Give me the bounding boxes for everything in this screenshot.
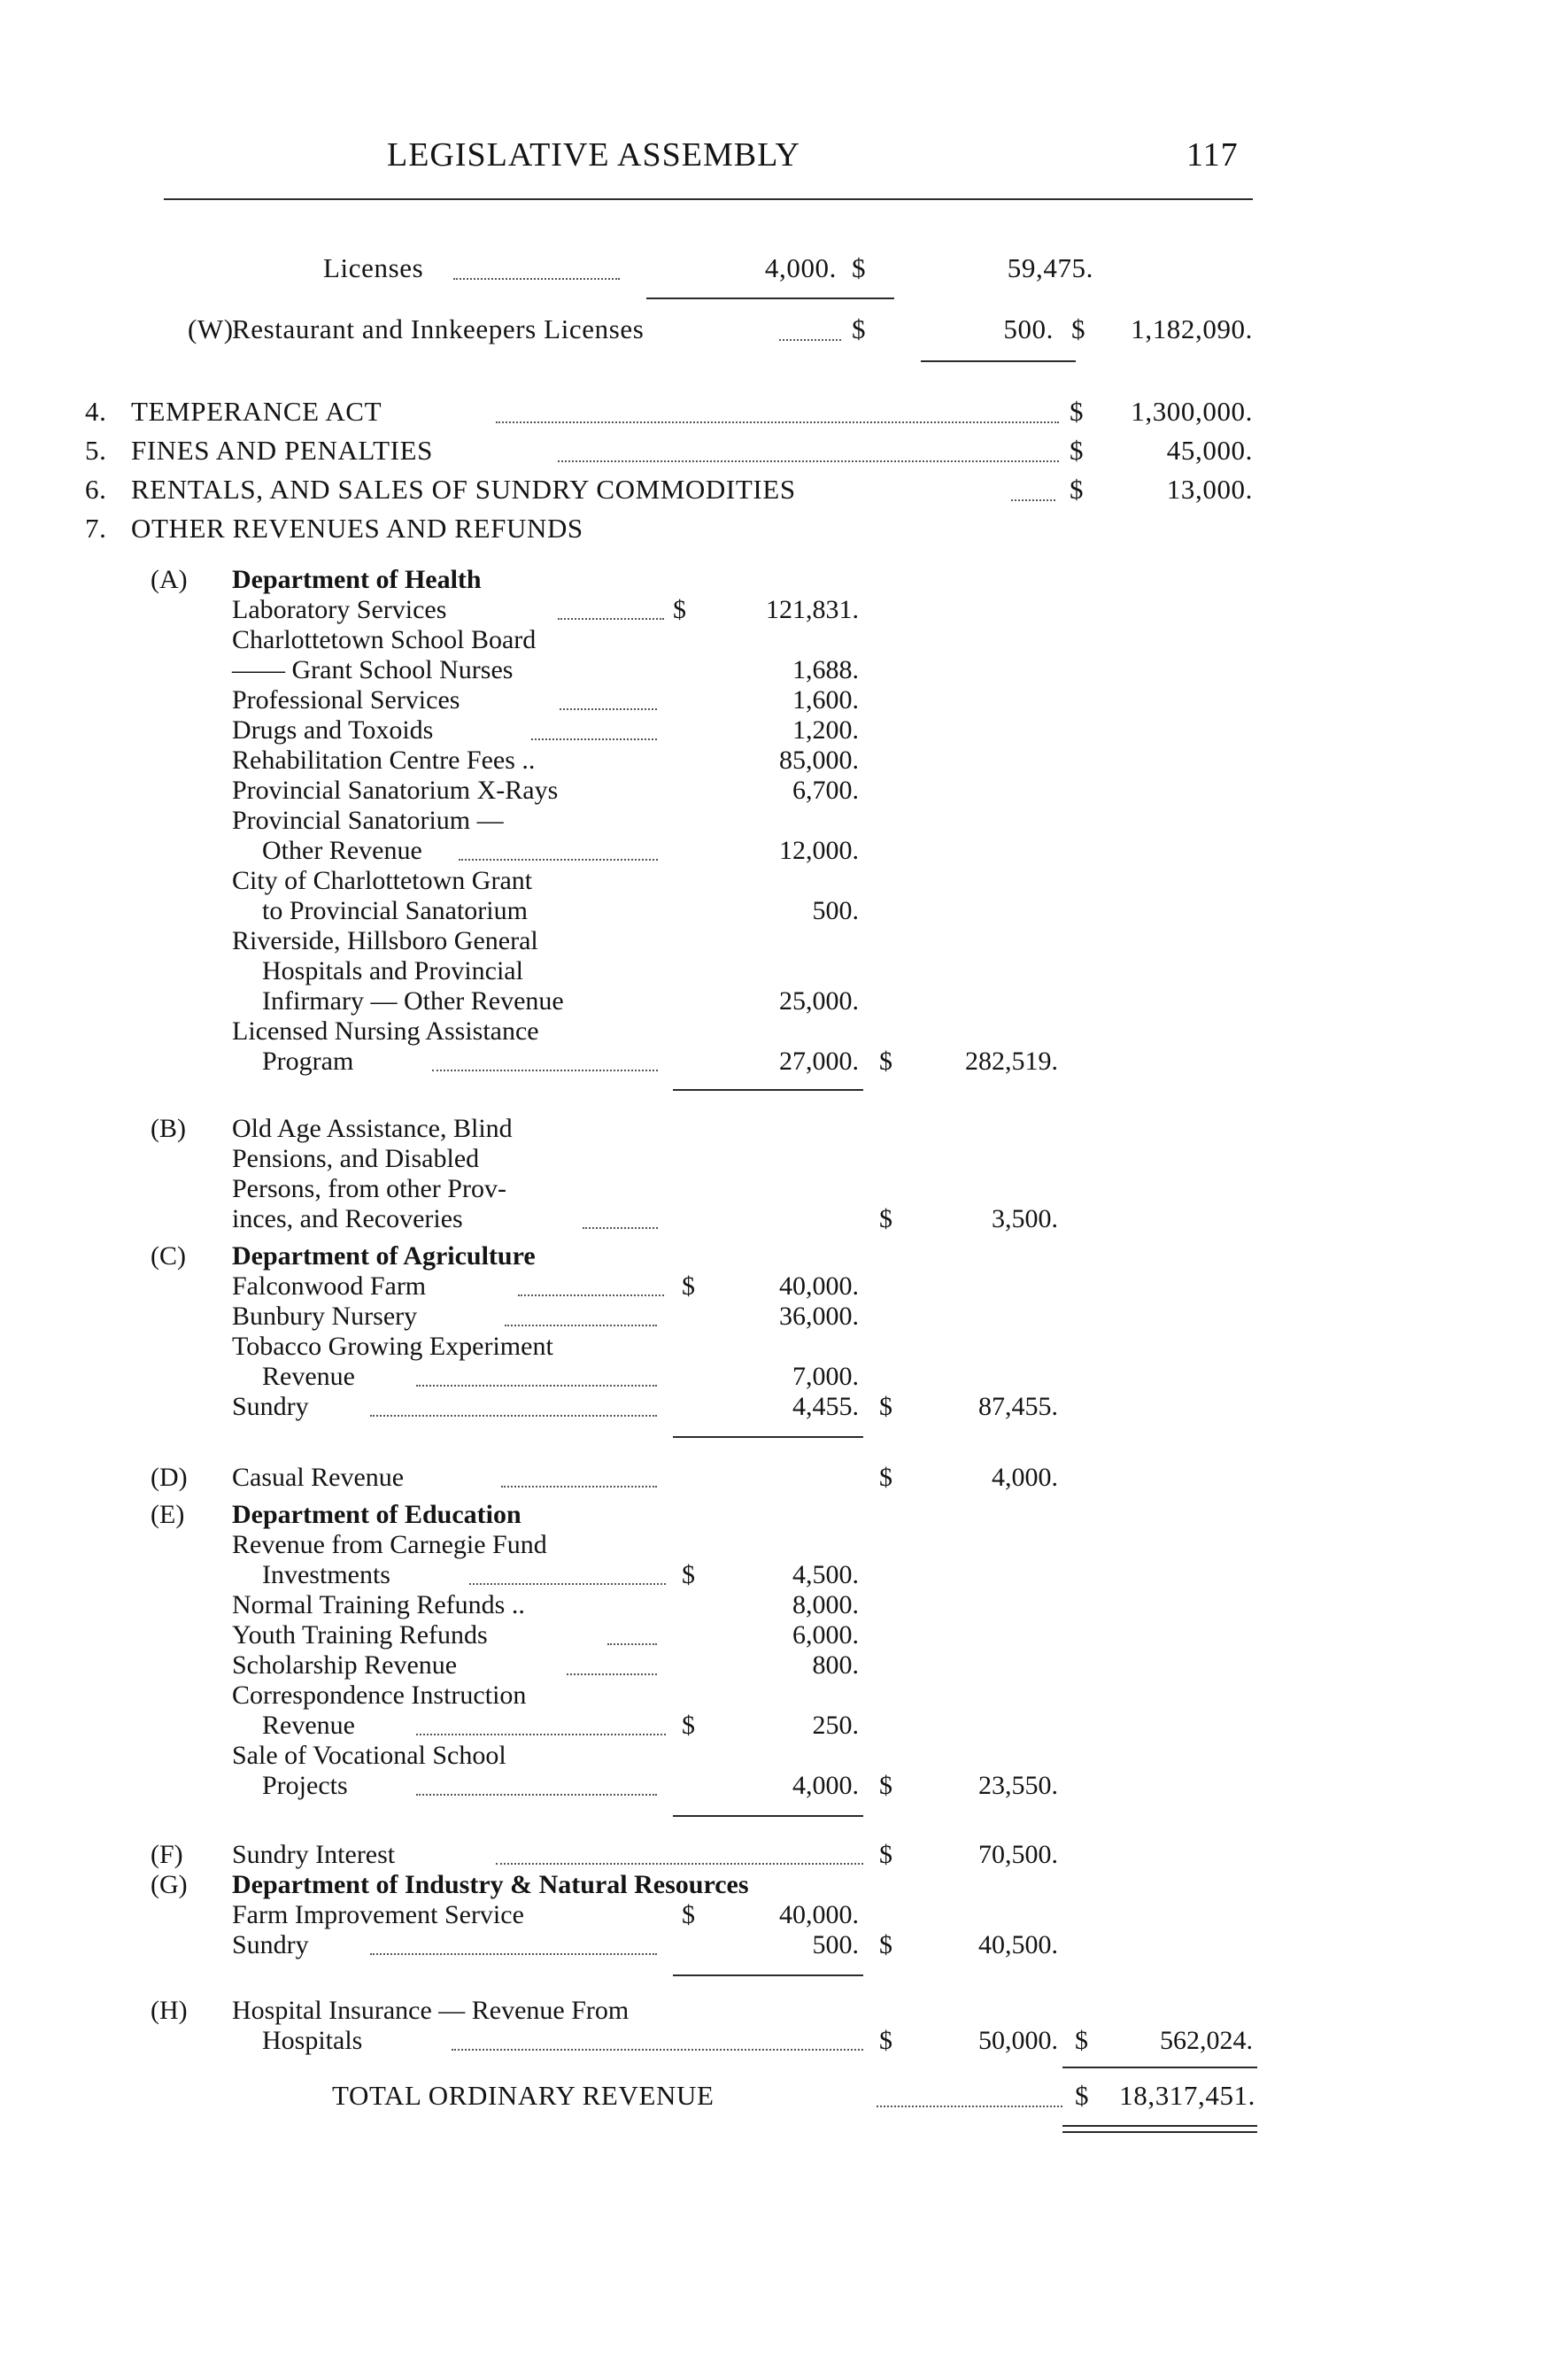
section-label: FINES AND PENALTIES bbox=[131, 435, 433, 466]
section-number: 6. bbox=[85, 474, 107, 505]
a-line: Other Revenue bbox=[262, 836, 422, 865]
w-label: Restaurant and Innkeepers Licenses bbox=[232, 313, 645, 344]
a-line: Infirmary — Other Revenue bbox=[262, 986, 564, 1016]
leader-dots bbox=[459, 859, 658, 861]
sum-rule bbox=[673, 1974, 863, 1976]
leader-dots bbox=[560, 708, 657, 710]
leader-dots bbox=[531, 738, 657, 740]
leader-dots bbox=[453, 278, 620, 280]
sum-rule bbox=[646, 298, 894, 299]
sum-rule bbox=[1062, 2067, 1257, 2068]
item-letter: (D) bbox=[151, 1463, 188, 1492]
a-amount: 500. bbox=[812, 896, 859, 925]
leader-dots bbox=[370, 1415, 657, 1417]
dollar-sign: $ bbox=[1070, 435, 1085, 466]
leader-dots bbox=[877, 2106, 1062, 2107]
leader-dots bbox=[370, 1953, 657, 1955]
leader-dots bbox=[558, 618, 664, 620]
a-amount: 12,000. bbox=[779, 836, 859, 865]
a-line: City of Charlottetown Grant bbox=[232, 866, 533, 895]
h-grand: 562,024. bbox=[1160, 2026, 1253, 2055]
e-amount: 4,000. bbox=[792, 1771, 859, 1800]
item-letter: (E) bbox=[151, 1500, 185, 1529]
f-total: 70,500. bbox=[978, 1840, 1058, 1869]
a-line: —— Grant School Nurses bbox=[232, 655, 514, 684]
e-line: Youth Training Refunds bbox=[232, 1620, 488, 1650]
h-line: Hospitals bbox=[262, 2026, 363, 2055]
total-label: TOTAL ORDINARY REVENUE bbox=[332, 2080, 715, 2111]
b-total: 3,500. bbox=[992, 1204, 1058, 1233]
a-line: Hospitals and Provincial bbox=[262, 956, 523, 985]
section-number: 5. bbox=[85, 435, 107, 466]
dollar-sign: $ bbox=[852, 252, 867, 283]
e-line: Projects bbox=[262, 1771, 348, 1800]
a-amount: 27,000. bbox=[779, 1047, 859, 1076]
a-amount: 1,200. bbox=[792, 715, 859, 745]
dollar-sign: $ bbox=[1071, 313, 1086, 344]
c-line: Sundry bbox=[232, 1392, 309, 1421]
leader-dots bbox=[558, 460, 1059, 462]
dollar-sign: $ bbox=[879, 1771, 892, 1800]
sum-rule bbox=[673, 1815, 863, 1817]
e-line: Revenue from Carnegie Fund bbox=[232, 1530, 547, 1559]
leader-dots bbox=[607, 1643, 657, 1645]
item-letter: (F) bbox=[151, 1840, 183, 1869]
dollar-sign: $ bbox=[682, 1900, 695, 1929]
a-amount: 1,688. bbox=[792, 655, 859, 684]
a-line: Charlottetown School Board bbox=[232, 625, 537, 654]
dollar-sign: $ bbox=[879, 1930, 892, 1959]
section-number: 4. bbox=[85, 396, 107, 427]
sum-rule bbox=[673, 1436, 863, 1438]
dollar-sign: $ bbox=[879, 1392, 892, 1421]
a-line: Licensed Nursing Assistance bbox=[232, 1016, 539, 1046]
c-title: Department of Agriculture bbox=[232, 1241, 536, 1271]
c-line: Falconwood Farm bbox=[232, 1271, 427, 1301]
f-label: Sundry Interest bbox=[232, 1840, 396, 1869]
g-title: Department of Industry & Natural Resources bbox=[232, 1870, 749, 1899]
a-line: Riverside, Hillsboro General bbox=[232, 926, 538, 955]
grand-total: 18,317,451. bbox=[1119, 2080, 1255, 2111]
leader-dots bbox=[452, 2049, 863, 2051]
section-label: TEMPERANCE ACT bbox=[131, 396, 382, 427]
b-line: Persons, from other Prov- bbox=[232, 1174, 506, 1203]
item-letter: (A) bbox=[151, 565, 188, 594]
section-label: OTHER REVENUES AND REFUNDS bbox=[131, 513, 583, 544]
b-line: inces, and Recoveries bbox=[232, 1204, 463, 1233]
a-line: to Provincial Sanatorium bbox=[262, 896, 528, 925]
a-line: Drugs and Toxoids bbox=[232, 715, 434, 745]
item-letter: (B) bbox=[151, 1114, 186, 1143]
a-line: Program bbox=[262, 1047, 354, 1076]
a-total: 282,519. bbox=[965, 1047, 1058, 1076]
leader-dots bbox=[469, 1583, 666, 1585]
dollar-sign: $ bbox=[1075, 2080, 1090, 2111]
e-line: Normal Training Refunds .. bbox=[232, 1590, 525, 1619]
sum-rule bbox=[673, 1089, 863, 1091]
a-line: Laboratory Services bbox=[232, 595, 447, 624]
c-line: Tobacco Growing Experiment bbox=[232, 1332, 553, 1361]
c-amount: 36,000. bbox=[779, 1302, 859, 1331]
a-line: Professional Services bbox=[232, 685, 460, 715]
leader-dots bbox=[496, 421, 1059, 423]
leader-dots bbox=[583, 1227, 658, 1229]
sum-rule bbox=[921, 360, 1076, 362]
e-amount: 4,500. bbox=[792, 1560, 859, 1589]
c-amount: 40,000. bbox=[779, 1271, 859, 1301]
d-total: 4,000. bbox=[992, 1463, 1058, 1492]
c-amount: 4,455. bbox=[792, 1392, 859, 1421]
leader-dots bbox=[496, 1863, 863, 1865]
item-letter: (G) bbox=[151, 1870, 188, 1899]
dollar-sign: $ bbox=[1070, 396, 1085, 427]
section-amount: 13,000. bbox=[1166, 474, 1253, 505]
leader-dots bbox=[416, 1385, 657, 1387]
a-line: Provincial Sanatorium — bbox=[232, 806, 504, 835]
a-amount: 121,831. bbox=[766, 595, 859, 624]
c-total: 87,455. bbox=[978, 1392, 1058, 1421]
section-number: 7. bbox=[85, 513, 107, 544]
a-line: Rehabilitation Centre Fees .. bbox=[232, 746, 536, 775]
e-line: Scholarship Revenue bbox=[232, 1650, 458, 1680]
a-amount: 1,600. bbox=[792, 685, 859, 715]
e-total: 23,550. bbox=[978, 1771, 1058, 1800]
e-line: Investments bbox=[262, 1560, 390, 1589]
a-amount: 25,000. bbox=[779, 986, 859, 1016]
b-line: Old Age Assistance, Blind bbox=[232, 1114, 513, 1143]
w-total: 1,182,090. bbox=[1131, 313, 1253, 344]
a-title: Department of Health bbox=[232, 565, 482, 594]
leader-dots bbox=[518, 1294, 664, 1296]
c-amount: 7,000. bbox=[792, 1362, 859, 1391]
g-total: 40,500. bbox=[978, 1930, 1058, 1959]
dollar-sign: $ bbox=[879, 1204, 892, 1233]
dollar-sign: $ bbox=[1075, 2026, 1088, 2055]
leader-dots bbox=[501, 1486, 657, 1488]
page-number: 117 bbox=[1186, 136, 1239, 174]
c-line: Bunbury Nursery bbox=[232, 1302, 418, 1331]
dollar-sign: $ bbox=[1070, 474, 1085, 505]
e-line: Revenue bbox=[262, 1711, 355, 1740]
a-amount: 85,000. bbox=[779, 746, 859, 775]
double-rule-bottom bbox=[1062, 2131, 1257, 2133]
e-amount: 250. bbox=[812, 1711, 859, 1740]
item-letter: (C) bbox=[151, 1241, 186, 1271]
c-line: Revenue bbox=[262, 1362, 355, 1391]
leader-dots bbox=[1011, 499, 1055, 501]
dollar-sign: $ bbox=[852, 313, 867, 344]
h-total: 50,000. bbox=[978, 2026, 1058, 2055]
item-letter: (H) bbox=[151, 1996, 188, 2025]
g-line: Farm Improvement Service bbox=[232, 1900, 524, 1929]
b-line: Pensions, and Disabled bbox=[232, 1144, 480, 1173]
leader-dots bbox=[779, 339, 841, 341]
e-title: Department of Education bbox=[232, 1500, 521, 1529]
h-line: Hospital Insurance — Revenue From bbox=[232, 1996, 630, 2025]
dollar-sign: $ bbox=[879, 2026, 892, 2055]
dollar-sign: $ bbox=[879, 1047, 892, 1076]
section-amount: 45,000. bbox=[1166, 435, 1253, 466]
leader-dots bbox=[416, 1734, 666, 1735]
e-amount: 800. bbox=[812, 1650, 859, 1680]
licenses-total: 59,475. bbox=[1007, 252, 1093, 283]
dollar-sign: $ bbox=[682, 1560, 695, 1589]
e-amount: 8,000. bbox=[792, 1590, 859, 1619]
licenses-amount: 4,000. bbox=[764, 252, 837, 283]
dollar-sign: $ bbox=[673, 595, 686, 624]
item-letter: (W) bbox=[188, 313, 234, 344]
header-rule bbox=[164, 198, 1253, 200]
g-amount: 40,000. bbox=[779, 1900, 859, 1929]
dollar-sign: $ bbox=[682, 1271, 695, 1301]
dollar-sign: $ bbox=[879, 1840, 892, 1869]
d-label: Casual Revenue bbox=[232, 1463, 405, 1492]
dollar-sign: $ bbox=[682, 1711, 695, 1740]
leader-dots bbox=[505, 1325, 657, 1326]
g-line: Sundry bbox=[232, 1930, 309, 1959]
section-amount: 1,300,000. bbox=[1131, 396, 1253, 427]
g-amount: 500. bbox=[812, 1930, 859, 1959]
page-title: LEGISLATIVE ASSEMBLY bbox=[387, 136, 800, 174]
w-amount: 500. bbox=[1003, 313, 1054, 344]
leader-dots bbox=[567, 1673, 657, 1675]
section-label: RENTALS, AND SALES OF SUNDRY COMMODITIES bbox=[131, 474, 796, 505]
dollar-sign: $ bbox=[879, 1463, 892, 1492]
leader-dots bbox=[416, 1794, 657, 1796]
licenses-label: Licenses bbox=[323, 252, 424, 283]
a-line: Provincial Sanatorium X-Rays bbox=[232, 776, 559, 805]
e-amount: 6,000. bbox=[792, 1620, 859, 1650]
leader-dots bbox=[432, 1070, 658, 1071]
double-rule-top bbox=[1062, 2125, 1257, 2127]
e-line: Sale of Vocational School bbox=[232, 1741, 506, 1770]
a-amount: 6,700. bbox=[792, 776, 859, 805]
e-line: Correspondence Instruction bbox=[232, 1681, 527, 1710]
